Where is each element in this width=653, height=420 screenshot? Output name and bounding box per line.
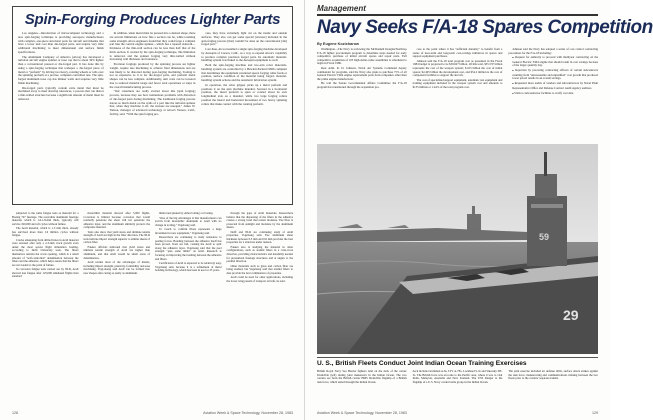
paragraph: Last June, Alcoa installed a single spin-forging machine developed by Autospin of Carson, Calif., as a way to expand Alcoa's capability to produce complex precision forged parts. Its automatic material-handling system was linked to the Autospin equipment as well. (201, 47, 288, 63)
byline: By Eugene Kozicharow (317, 42, 359, 46)
list-item: ■ Rejection by procuring contracting officers of certain subcontracts resulting from "unreasonable and unjustified" cost growth that produced lower priced results in an overall savings. (512, 69, 598, 81)
body-column (227, 212, 294, 400)
paragraph: In addition, when metal must be pressed into a desired shape, there are several limitations on how fine a section can be, while retaining some strength. Alcoa engineers found that they could forge a complex part like the conical engine spinner—which has a tapered sidewall—thickness of the thin-wall section can be less than half that of the thick section. It created by the spin-forging technique, this limitation is removed, and the spinner forging very thin-walled without increasing wall thickness and tolerance. (109, 31, 196, 62)
section-label: Management (317, 4, 366, 13)
paragraph: cess, they have extremely light cut on the inside and outside surfaces. They also can get some special [stresses] included in the spin-forging process [that] couldn't be done on the conventional [die] forged part." (201, 31, 288, 47)
paragraph: Other materials such as glass and carbon fiber are being studied, but Vogelsang said that aramid fibers to date provide the best combination of properties. (226, 263, 293, 275)
right-page (305, 0, 653, 420)
page-footer (12, 411, 293, 415)
paragraph: Johnson said the Navy has adopted a series of cost control contracting procedures for the F/A-18 including: (508, 47, 599, 55)
paragraph: Arall retains most of the advantages of metals, including impact strength, plasticity, formability and ease machining. Yogi-sheng said Arall can be formed into new shapes after curing as easily as aluminum. (83, 260, 150, 275)
paragraph: Arall could be used for other applications, including the lower wing panels of transport aircraft, he said. (226, 275, 293, 283)
paragraph: The Arall material, which is 1.3 mm thick, already has survived more than 1.9 million cycles without fatigue. (12, 226, 79, 238)
paragraph: To vouch to confirm fibers represents a huge investment in new equipment," Vogelsang said. (155, 227, 222, 235)
box-column (110, 32, 196, 209)
paragraph: The joint exercise included air defense drills, surface attack strikes against the task force, maneuvering and communications training between the two fleets prior to the carriers' separate transits. (508, 369, 599, 381)
paragraph: He told the Senate Governmental Affairs Committee the F/A-18 program has transitioned through the acquisition pro- (317, 81, 407, 89)
caption-divider (317, 357, 598, 358)
paragraph: Both the spin-forging machine and two-axis robot materials-handling system are controlled by a Hewlett-Packard 9826 computer that determines the equipment rotational speed, forging roller feeds or position, surface condition of the material being forged, material-handling system actions and the automatic lubrication system. (201, 63, 288, 82)
body-column (413, 48, 503, 142)
list-item: ■ Request for authority to proceed with multiyear contracting on the General Electric F404 engine that should result in cost savings because of the larger quantity buy. (512, 56, 598, 68)
body-column (508, 48, 598, 142)
left-page (0, 0, 305, 420)
paragraph: "Our customers are really excited about this [spin forging] process, because they see how tremendous problems with distortion of die-forged parts during machining. The traditional forging process leaves so much metal on the walls of a part like the turbofan spinner that, when they machine it off, the stresses are unequal," James W. Nelson, manager of advanced technology at Alcoa's Vernon, Calif., facility, said. "With the spin forging pro- (109, 89, 196, 116)
paragraph: In corrosion fatigue tests carried out by NLR, Arall showed less fatigue after 125,000 simulated flights than standard (12, 267, 79, 279)
paragraph: In operation, the robot gripper picks up a metal preform and positions it on the spin machine mandrel. Secured in a horizontal position, the metal preform is spun or rotated about its own longitudinal axis on a mandrel, while two large forging rollers position the lateral and horizontal movement of two heavy spinning rollers that make contact with the rotating preform. (201, 82, 288, 106)
caption-column (317, 370, 407, 408)
island-number: 59 (539, 232, 550, 242)
paragraph: The cost of specialized support equipment, automatic test equipment and training equipment included in the weapon system cost and amounts to $135 million or 1.44% of the total program cost. (412, 77, 503, 89)
paragraph: cess to the point where it has "sufficient maturity" to benefit from a series of near-term and long-term cost-savings initiatives in spares and support equipment purchases. (412, 47, 503, 59)
paragraph: through the gaps of Arall materials. Researchers believe that the dispersing of the fibers in the adhesive creates a strong bond that resists moisture. The fiber is protected from sunlight and moisture by the aluminum sheets. (226, 211, 293, 230)
paragraph: Precision forgings produced by the spinning process are lighter weight, require less machining to achieve final dimensions and are less likely to be distorted during post-forging machining. Tooling is not as expensive as it is for die-forged parts, and preform metal shapes can be less complex. Additionally, unit costs can be lowered due to reduced material usage and fewer total operations or steps in the overall manufacturing process. (109, 62, 196, 89)
photo-caption (317, 370, 598, 408)
paragraph: Die-forged parts typically contain extra metal that must be machined away to meet drawing tolerances, a process that can distort a thin-walled structure because a significant amount of metal must be removed. (18, 85, 104, 101)
arall-article-body (12, 212, 293, 400)
publication-line: Aviation Week & Space Technology, November 28, 1983 (203, 411, 293, 415)
section-divider (317, 14, 598, 16)
page-number: 129 (592, 411, 598, 415)
body-column (84, 212, 151, 400)
paragraph: milled and pinned by either bolting or riveting. (159, 211, 214, 215)
navy-article-body (317, 48, 598, 142)
body-column (317, 48, 407, 142)
body-column (155, 212, 222, 400)
paragraph: Washington—The Navy is reviewing the McDonnell Douglas/Northrop F/A-18 fighter procurement program to determine steps needed for early competitive purchase of initial aircraft spares and repair parts. Full competitive acquisition of 105 high-dollar-value assemblies is scheduled to begin in Fiscal 1986. (317, 47, 407, 66)
paragraph: Tests also show that yield stress and ultimate tensile strength of Arall are high in the fiber direction. The NLR tests indicate impact strength superior to similar sheets of carbon fiber. (83, 229, 150, 245)
carrier-photo (317, 144, 598, 354)
list-item: ■ Visits to subcontractor facilities to verify cost data. (512, 92, 598, 97)
paragraph: British Royal Navy Sea Harrier fighters land on the deck of the carrier Invincible (left) during joint maneuvers in the Indian Ocean. The two carriers are from the British carrier HMS Invincible flagship of a British task force, which sailed through the Indian Ocean. (317, 369, 407, 384)
page-number: 128 (12, 411, 18, 415)
spin-forging-headline: Spin-Forging Produces Lighter Parts (24, 11, 281, 28)
paragraph: Certification of Arall is expected to be relatively easy, Vogelsang said, because it is a refinement of metal bonding technology, which has been in use for 25 years. (155, 261, 222, 273)
paragraph: monolithic material showed after 5,000 flights. Corrosion is limited because corrosion that would normally penetrate the sheet will not penetrate the adhesive layer, and the aluminum similarly protects the composite material. (83, 211, 150, 230)
publication-line: Aviation Week & Space Technology, November 28, 1983 (317, 411, 407, 415)
hull-number: 29 (563, 307, 579, 323)
spin-forging-article (12, 6, 293, 205)
paragraph: deck include Grumman A-6s, LTV A-7Es, Lockheed S-3s and Sikorsky SH-3s. The British force was en route to the Pacific area, where it was to visit India, Malaysia, Australia and New Zealand. The USS Ranger is the flagship of a U.S. Navy carrier battle group in the Indian Ocean. (412, 369, 503, 384)
paragraph: Fokker officials indicated that yield stress and ultimate tensile strength of Arall are higher than aluminum, and that Arall would be small areas of delamination. (83, 244, 150, 260)
cost-control-list (508, 56, 598, 96)
caption-column (508, 370, 598, 408)
box-column (201, 32, 287, 209)
paragraph: Fokker also is studying the material in other configurations, such as aramid fibers in a criss-cross direction, providing characteristics and durability needed for pressurized fuselage structures and at angles to the parallel direction. (226, 244, 293, 264)
paragraph: Johnson said the F/A-18 total program cost as presented in the Fiscal 1984 budget is projected to be $39.627 billion. Of this total, $35.537 billion represents the cost of the weapon system; $1.03 billion the cost of initial spares; $2.405 billion the development cost, and $54.2 million is the cost of component facilities to support the aircraft. (412, 58, 503, 78)
caption-column (413, 370, 503, 408)
paragraph: The Aluminum Company of America (Alcoa) has developed a turbofan aircraft engine spinner or nose cap that is about 30% lighter than a conventional pressed or die-forged part. It has done this by using a spin-forging technique that reshapes a die-forged piece of metal or "preform" by driving two heavy, rotating wheels or rolls over the spinning preform at a precise, computer-controlled rate. The spin-forged aluminum nose cap has thinner walls and requires very little finish machining. (18, 54, 104, 85)
paragraph: Cracks emanating from drilled holes in Arall material were arrested after only a 2-3-mm crack growth even under the most severe flight simulation loading, according to Delft University tests. The fibers themselves restrain the crack opening, which is a small amount of "self-controlled" delamination between the fibers and the adhesive, which helps assure that the fibers are not loaded to the point of failure. (12, 237, 79, 267)
paragraph: Rear Adm. R. D. Johnson, Naval Air Systems Command deputy commander for programs, said the Navy also plans to purchase 75% of all General Electric F404 engine replacement parts from companies other than the prime engine manufacturer. (317, 65, 407, 81)
list-item: ■ Requested more audits of vendors and subcontractors by Naval Plant Representative Office and Defense Contract Audit Agency auditors. (512, 82, 598, 90)
navy-spares-headline: Navy Seeks F/A-18 Spares Competition (317, 17, 653, 38)
paragraph: Researchers are continuing to study resistance to peeling forces. Bonding between the adhesive itself has been proved. Tests are full, causing the Arall to split along the adhesive layer. Vogelsang said that the peel strength "puts some limits" on Arall. Research is focusing on improving the bonding between the adhesive and fibers. (155, 235, 222, 261)
body-column (12, 212, 79, 400)
paragraph: "One of the big advantages is that manufacturers can switch from monolithic aluminum to Arall with no change in tooling," Vogelsang said. (155, 215, 222, 227)
caption-headline: U. S., British Fleets Conduct Joint Indian Ocean Training Exercises (317, 360, 527, 367)
paragraph: Delft and NLR are continuing study of Arall properties. Vogelsang said. The aluminum sheet thickness between 0.3 mm and 0.6 mm provides the best properties for a structure under tension. (226, 229, 293, 245)
paragraph: Los Angeles—Introduction of microcomputer technology and a new spin-forging technique is providing aerospace manufacturers with complex, one-piece structural parts for aircraft and missiles that have a lower unit cost than die-forged parts, and require very little additional machining to meet dimensional and surface finish specifications. (18, 31, 104, 54)
box-column (18, 32, 104, 209)
paragraph: subjected to the same fatigue tests as material for a Boeing 747 fuselage. The reversible aluminum fuselage material, which is 1.6-1.8-mm thick, typically will survive 190,000 aircraft cycles without failure. (12, 211, 79, 226)
page-footer (317, 411, 598, 415)
